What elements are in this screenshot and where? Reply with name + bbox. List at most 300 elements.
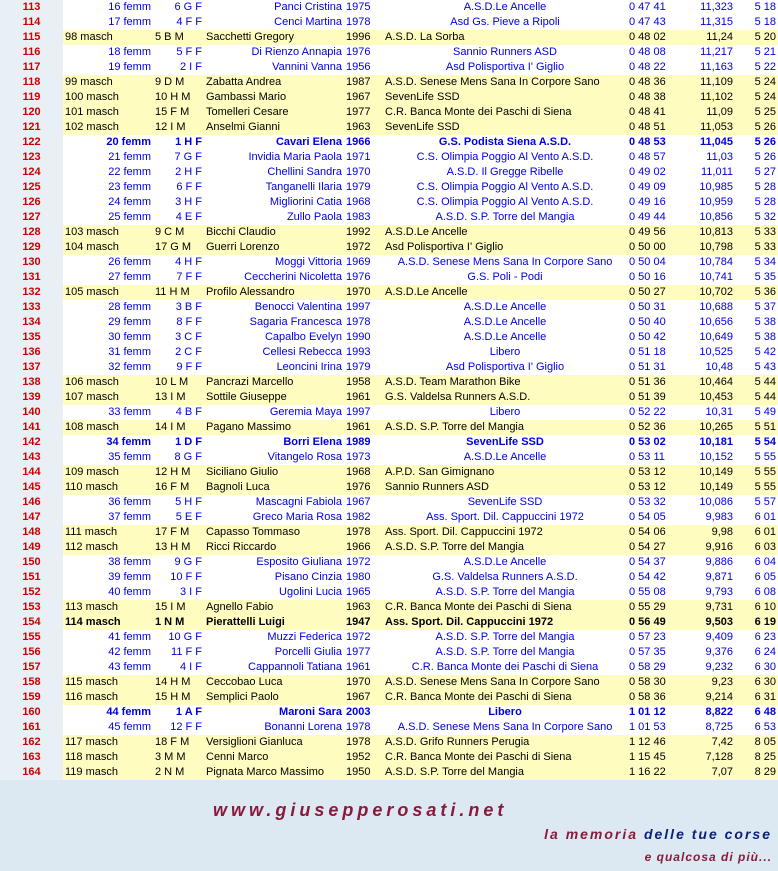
speed-cell: 10,656	[687, 315, 735, 330]
time-cell: 0 50 04	[627, 255, 687, 270]
position-cell: 123	[0, 150, 63, 165]
position-cell: 126	[0, 195, 63, 210]
club-cell: Ass. Sport. Dil. Cappuccini 1972	[383, 510, 627, 525]
birth-year-cell: 1978	[344, 525, 383, 540]
time-cell: 0 53 11	[627, 450, 687, 465]
club-cell: C.S. Olimpia Poggio Al Vento A.S.D.	[383, 195, 627, 210]
position-cell: 140	[0, 405, 63, 420]
birth-year-cell: 1969	[344, 255, 383, 270]
category-cell: 5 B M	[153, 30, 204, 45]
category-cell: 14 I M	[153, 420, 204, 435]
time-cell: 0 48 36	[627, 75, 687, 90]
site-footer	[0, 782, 778, 871]
category-position-cell: 104 masch	[63, 240, 153, 255]
pace-cell: 5 43	[735, 360, 778, 375]
speed-cell: 10,48	[687, 360, 735, 375]
birth-year-cell: 1977	[344, 105, 383, 120]
athlete-name-cell: Greco Maria Rosa	[204, 510, 344, 525]
position-cell: 143	[0, 450, 63, 465]
table-row	[0, 645, 778, 660]
category-cell: 10 G F	[153, 630, 204, 645]
club-cell: A.S.D.Le Ancelle	[383, 330, 627, 345]
table-row	[0, 540, 778, 555]
category-cell: 7 F F	[153, 270, 204, 285]
birth-year-cell: 1976	[344, 480, 383, 495]
pace-cell: 6 53	[735, 720, 778, 735]
table-row	[0, 0, 778, 15]
speed-cell: 10,464	[687, 375, 735, 390]
club-cell: Libero	[383, 345, 627, 360]
position-cell: 113	[0, 0, 63, 15]
table-row	[0, 90, 778, 105]
category-cell: 6 G F	[153, 0, 204, 15]
pace-cell: 6 30	[735, 660, 778, 675]
position-cell: 125	[0, 180, 63, 195]
speed-cell: 10,181	[687, 435, 735, 450]
pace-cell: 5 49	[735, 405, 778, 420]
pace-cell: 5 26	[735, 120, 778, 135]
speed-cell: 8,822	[687, 705, 735, 720]
category-position-cell: 23 femm	[63, 180, 153, 195]
position-cell: 135	[0, 330, 63, 345]
speed-cell: 9,409	[687, 630, 735, 645]
club-cell: G.S. Valdelsa Runners A.S.D.	[383, 570, 627, 585]
category-position-cell: 107 masch	[63, 390, 153, 405]
club-cell: Sannio Runners ASD	[383, 45, 627, 60]
athlete-name-cell: Ugolini Lucia	[204, 585, 344, 600]
athlete-name-cell: Pierattelli Luigi	[204, 615, 344, 630]
speed-cell: 9,886	[687, 555, 735, 570]
category-position-cell: 29 femm	[63, 315, 153, 330]
category-cell: 3 C F	[153, 330, 204, 345]
tagline-part1: la memoria	[544, 826, 639, 842]
time-cell: 0 51 31	[627, 360, 687, 375]
position-cell: 137	[0, 360, 63, 375]
position-cell: 129	[0, 240, 63, 255]
speed-cell: 7,42	[687, 735, 735, 750]
category-cell: 4 I F	[153, 660, 204, 675]
speed-cell: 9,232	[687, 660, 735, 675]
athlete-name-cell: Sacchetti Gregory	[204, 30, 344, 45]
table-row	[0, 180, 778, 195]
time-cell: 0 52 22	[627, 405, 687, 420]
athlete-name-cell: Ceccobao Luca	[204, 675, 344, 690]
athlete-name-cell: Profilo Alessandro	[204, 285, 344, 300]
time-cell: 1 15 45	[627, 750, 687, 765]
time-cell: 0 54 05	[627, 510, 687, 525]
birth-year-cell: 1970	[344, 165, 383, 180]
club-cell: A.S.D. Il Gregge Ribelle	[383, 165, 627, 180]
pace-cell: 5 55	[735, 450, 778, 465]
athlete-name-cell: Vannini Vanna	[204, 60, 344, 75]
category-cell: 3 I F	[153, 585, 204, 600]
category-cell: 8 G F	[153, 450, 204, 465]
birth-year-cell: 1971	[344, 150, 383, 165]
category-position-cell: 22 femm	[63, 165, 153, 180]
birth-year-cell: 1950	[344, 765, 383, 780]
position-cell: 134	[0, 315, 63, 330]
pace-cell: 6 10	[735, 600, 778, 615]
athlete-name-cell: Moggi Vittoria	[204, 255, 344, 270]
category-position-cell: 42 femm	[63, 645, 153, 660]
time-cell: 0 58 36	[627, 690, 687, 705]
pace-cell: 6 30	[735, 675, 778, 690]
athlete-name-cell: Mascagni Fabiola	[204, 495, 344, 510]
position-cell: 162	[0, 735, 63, 750]
time-cell: 0 54 27	[627, 540, 687, 555]
speed-cell: 10,086	[687, 495, 735, 510]
birth-year-cell: 1976	[344, 45, 383, 60]
position-cell: 120	[0, 105, 63, 120]
club-cell: A.S.D. Senese Mens Sana In Corpore Sano	[383, 255, 627, 270]
category-cell: 5 H F	[153, 495, 204, 510]
time-cell: 0 51 39	[627, 390, 687, 405]
club-cell: A.S.D. S.P. Torre del Mangia	[383, 420, 627, 435]
pace-cell: 5 38	[735, 330, 778, 345]
pace-cell: 6 01	[735, 525, 778, 540]
table-row	[0, 240, 778, 255]
category-cell: 5 F F	[153, 45, 204, 60]
speed-cell: 11,011	[687, 165, 735, 180]
athlete-name-cell: Leoncini Irina	[204, 360, 344, 375]
time-cell: 0 48 57	[627, 150, 687, 165]
time-cell: 0 47 41	[627, 0, 687, 15]
athlete-name-cell: Cellesi Rebecca	[204, 345, 344, 360]
time-cell: 0 50 31	[627, 300, 687, 315]
pace-cell: 5 22	[735, 60, 778, 75]
category-position-cell: 111 masch	[63, 525, 153, 540]
birth-year-cell: 1966	[344, 540, 383, 555]
pace-cell: 5 37	[735, 300, 778, 315]
club-cell: G.S. Poli - Podi	[383, 270, 627, 285]
athlete-name-cell: Esposito Giuliana	[204, 555, 344, 570]
category-position-cell: 27 femm	[63, 270, 153, 285]
category-cell: 15 H M	[153, 690, 204, 705]
category-cell: 7 G F	[153, 150, 204, 165]
athlete-name-cell: Muzzi Federica	[204, 630, 344, 645]
position-cell: 116	[0, 45, 63, 60]
category-cell: 3 M M	[153, 750, 204, 765]
birth-year-cell: 1970	[344, 285, 383, 300]
speed-cell: 9,731	[687, 600, 735, 615]
pace-cell: 5 44	[735, 390, 778, 405]
table-row	[0, 225, 778, 240]
club-cell: A.S.D.Le Ancelle	[383, 0, 627, 15]
category-position-cell: 110 masch	[63, 480, 153, 495]
pace-cell: 5 55	[735, 480, 778, 495]
table-row	[0, 315, 778, 330]
table-row	[0, 570, 778, 585]
position-cell: 130	[0, 255, 63, 270]
athlete-name-cell: Versiglioni Gianluca	[204, 735, 344, 750]
table-row	[0, 525, 778, 540]
pace-cell: 5 57	[735, 495, 778, 510]
birth-year-cell: 1978	[344, 720, 383, 735]
club-cell: A.S.D.Le Ancelle	[383, 450, 627, 465]
pace-cell: 5 24	[735, 75, 778, 90]
birth-year-cell: 1947	[344, 615, 383, 630]
category-cell: 11 H M	[153, 285, 204, 300]
category-cell: 4 B F	[153, 405, 204, 420]
club-cell: A.S.D.Le Ancelle	[383, 300, 627, 315]
position-cell: 117	[0, 60, 63, 75]
table-row	[0, 630, 778, 645]
category-position-cell: 118 masch	[63, 750, 153, 765]
category-position-cell: 41 femm	[63, 630, 153, 645]
club-cell: A.P.D. San Gimignano	[383, 465, 627, 480]
club-cell: SevenLife SSD	[383, 120, 627, 135]
time-cell: 1 16 22	[627, 765, 687, 780]
pace-cell: 5 34	[735, 255, 778, 270]
club-cell: Libero	[383, 705, 627, 720]
category-cell: 2 H F	[153, 165, 204, 180]
category-cell: 4 F F	[153, 15, 204, 30]
position-cell: 157	[0, 660, 63, 675]
birth-year-cell: 1978	[344, 15, 383, 30]
pace-cell: 5 25	[735, 105, 778, 120]
category-position-cell: 116 masch	[63, 690, 153, 705]
position-cell: 122	[0, 135, 63, 150]
pace-cell: 6 04	[735, 555, 778, 570]
category-cell: 1 A F	[153, 705, 204, 720]
time-cell: 0 57 23	[627, 630, 687, 645]
position-cell: 147	[0, 510, 63, 525]
category-position-cell: 35 femm	[63, 450, 153, 465]
position-cell: 144	[0, 465, 63, 480]
speed-cell: 7,128	[687, 750, 735, 765]
pace-cell: 5 33	[735, 240, 778, 255]
table-row	[0, 510, 778, 525]
club-cell: G.S. Valdelsa Runners A.S.D.	[383, 390, 627, 405]
category-position-cell: 37 femm	[63, 510, 153, 525]
club-cell: A.S.D. Senese Mens Sana In Corpore Sano	[383, 675, 627, 690]
speed-cell: 10,985	[687, 180, 735, 195]
category-cell: 2 N M	[153, 765, 204, 780]
club-cell: A.S.D.Le Ancelle	[383, 315, 627, 330]
time-cell: 0 49 16	[627, 195, 687, 210]
speed-cell: 11,053	[687, 120, 735, 135]
pace-cell: 5 24	[735, 90, 778, 105]
club-cell: C.S. Olimpia Poggio Al Vento A.S.D.	[383, 180, 627, 195]
athlete-name-cell: Capasso Tommaso	[204, 525, 344, 540]
pace-cell: 8 05	[735, 735, 778, 750]
speed-cell: 9,503	[687, 615, 735, 630]
time-cell: 0 49 44	[627, 210, 687, 225]
athlete-name-cell: Gambassi Mario	[204, 90, 344, 105]
athlete-name-cell: Siciliano Giulio	[204, 465, 344, 480]
speed-cell: 10,688	[687, 300, 735, 315]
table-row	[0, 615, 778, 630]
category-cell: 13 I M	[153, 390, 204, 405]
athlete-name-cell: Benocci Valentina	[204, 300, 344, 315]
speed-cell: 10,649	[687, 330, 735, 345]
pace-cell: 5 26	[735, 135, 778, 150]
category-position-cell: 38 femm	[63, 555, 153, 570]
table-row	[0, 705, 778, 720]
speed-cell: 7,07	[687, 765, 735, 780]
athlete-name-cell: Pignata Marco Massimo	[204, 765, 344, 780]
pace-cell: 6 48	[735, 705, 778, 720]
athlete-name-cell: Vitangelo Rosa	[204, 450, 344, 465]
time-cell: 1 01 53	[627, 720, 687, 735]
club-cell: Asd Polisportiva I' Giglio	[383, 360, 627, 375]
speed-cell: 11,109	[687, 75, 735, 90]
club-cell: Libero	[383, 405, 627, 420]
category-position-cell: 103 masch	[63, 225, 153, 240]
birth-year-cell: 1966	[344, 135, 383, 150]
category-cell: 9 C M	[153, 225, 204, 240]
athlete-name-cell: Cavari Elena	[204, 135, 344, 150]
pace-cell: 5 18	[735, 15, 778, 30]
birth-year-cell: 1997	[344, 405, 383, 420]
time-cell: 0 51 18	[627, 345, 687, 360]
time-cell: 0 48 38	[627, 90, 687, 105]
birth-year-cell: 1983	[344, 210, 383, 225]
pace-cell: 5 51	[735, 420, 778, 435]
table-row	[0, 135, 778, 150]
position-cell: 155	[0, 630, 63, 645]
position-cell: 149	[0, 540, 63, 555]
time-cell: 0 55 29	[627, 600, 687, 615]
category-cell: 5 E F	[153, 510, 204, 525]
birth-year-cell: 1982	[344, 510, 383, 525]
birth-year-cell: 1979	[344, 360, 383, 375]
pace-cell: 5 27	[735, 165, 778, 180]
speed-cell: 9,916	[687, 540, 735, 555]
birth-year-cell: 1958	[344, 375, 383, 390]
category-cell: 9 D M	[153, 75, 204, 90]
category-position-cell: 31 femm	[63, 345, 153, 360]
club-cell: A.S.D. La Sorba	[383, 30, 627, 45]
time-cell: 0 49 56	[627, 225, 687, 240]
time-cell: 0 53 12	[627, 480, 687, 495]
birth-year-cell: 1987	[344, 75, 383, 90]
category-position-cell: 26 femm	[63, 255, 153, 270]
club-cell: A.S.D. Senese Mens Sana In Corpore Sano	[383, 720, 627, 735]
table-row	[0, 465, 778, 480]
category-position-cell: 34 femm	[63, 435, 153, 450]
position-cell: 118	[0, 75, 63, 90]
club-cell: Sannio Runners ASD	[383, 480, 627, 495]
athlete-name-cell: Migliorini Catia	[204, 195, 344, 210]
birth-year-cell: 1961	[344, 660, 383, 675]
table-row	[0, 675, 778, 690]
table-row	[0, 420, 778, 435]
speed-cell: 10,149	[687, 465, 735, 480]
position-cell: 152	[0, 585, 63, 600]
position-cell: 127	[0, 210, 63, 225]
category-cell: 4 E F	[153, 210, 204, 225]
time-cell: 0 56 49	[627, 615, 687, 630]
category-cell: 14 H M	[153, 675, 204, 690]
speed-cell: 10,525	[687, 345, 735, 360]
tagline-line2: e qualcosa di più...	[644, 850, 772, 864]
category-cell: 18 F M	[153, 735, 204, 750]
athlete-name-cell: Ricci Riccardo	[204, 540, 344, 555]
position-cell: 115	[0, 30, 63, 45]
time-cell: 0 49 02	[627, 165, 687, 180]
speed-cell: 11,24	[687, 30, 735, 45]
athlete-name-cell: Anselmi Gianni	[204, 120, 344, 135]
birth-year-cell: 1972	[344, 630, 383, 645]
table-row	[0, 360, 778, 375]
club-cell: C.R. Banca Monte dei Paschi di Siena	[383, 660, 627, 675]
table-row	[0, 375, 778, 390]
table-row	[0, 585, 778, 600]
speed-cell: 10,856	[687, 210, 735, 225]
table-row	[0, 660, 778, 675]
time-cell: 0 53 12	[627, 465, 687, 480]
pace-cell: 5 18	[735, 0, 778, 15]
table-row	[0, 150, 778, 165]
speed-cell: 9,871	[687, 570, 735, 585]
table-row	[0, 105, 778, 120]
speed-cell: 10,813	[687, 225, 735, 240]
athlete-name-cell: Invidia Maria Paola	[204, 150, 344, 165]
category-position-cell: 99 masch	[63, 75, 153, 90]
position-cell: 142	[0, 435, 63, 450]
category-position-cell: 119 masch	[63, 765, 153, 780]
table-row	[0, 255, 778, 270]
pace-cell: 6 05	[735, 570, 778, 585]
birth-year-cell: 1992	[344, 225, 383, 240]
table-row	[0, 15, 778, 30]
table-row	[0, 285, 778, 300]
table-row	[0, 210, 778, 225]
category-position-cell: 101 masch	[63, 105, 153, 120]
club-cell: A.S.D.Le Ancelle	[383, 285, 627, 300]
category-position-cell: 43 femm	[63, 660, 153, 675]
speed-cell: 10,265	[687, 420, 735, 435]
athlete-name-cell: Agnello Fabio	[204, 600, 344, 615]
athlete-name-cell: Pagano Massimo	[204, 420, 344, 435]
category-position-cell: 32 femm	[63, 360, 153, 375]
site-url-link[interactable]: www.giusepperosati.net	[213, 800, 508, 820]
category-position-cell: 113 masch	[63, 600, 153, 615]
birth-year-cell: 1968	[344, 195, 383, 210]
table-row	[0, 30, 778, 45]
category-cell: 15 I M	[153, 600, 204, 615]
category-position-cell: 20 femm	[63, 135, 153, 150]
table-row	[0, 735, 778, 750]
birth-year-cell: 1976	[344, 270, 383, 285]
category-cell: 15 F M	[153, 105, 204, 120]
category-position-cell: 117 masch	[63, 735, 153, 750]
athlete-name-cell: Porcelli Giulia	[204, 645, 344, 660]
athlete-name-cell: Cenni Marco	[204, 750, 344, 765]
athlete-name-cell: Pisano Cinzia	[204, 570, 344, 585]
pace-cell: 5 44	[735, 375, 778, 390]
pace-cell: 5 20	[735, 30, 778, 45]
table-row	[0, 270, 778, 285]
position-cell: 159	[0, 690, 63, 705]
table-row	[0, 390, 778, 405]
category-position-cell: 98 masch	[63, 30, 153, 45]
category-cell: 16 F M	[153, 480, 204, 495]
position-cell: 156	[0, 645, 63, 660]
table-row	[0, 720, 778, 735]
speed-cell: 11,03	[687, 150, 735, 165]
athlete-name-cell: Di Rienzo Annapia	[204, 45, 344, 60]
table-row	[0, 75, 778, 90]
speed-cell: 11,315	[687, 15, 735, 30]
pace-cell: 6 19	[735, 615, 778, 630]
speed-cell: 10,149	[687, 480, 735, 495]
pace-cell: 6 03	[735, 540, 778, 555]
position-cell: 124	[0, 165, 63, 180]
pace-cell: 5 26	[735, 150, 778, 165]
athlete-name-cell: Geremia Maya	[204, 405, 344, 420]
